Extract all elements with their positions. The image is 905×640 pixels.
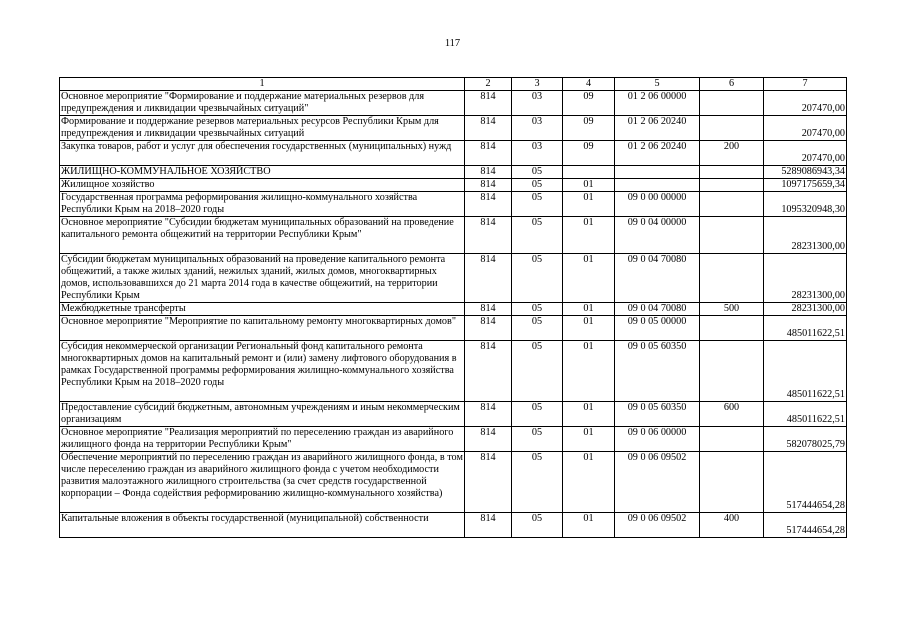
row-name-cell: Жилищное хозяйство	[60, 179, 465, 192]
column-header-2: 2	[465, 78, 512, 91]
row-sum-cell: 28231300,00	[764, 254, 847, 303]
row-code-3-cell: 05	[512, 341, 563, 402]
column-header-1: 1	[60, 78, 465, 91]
row-code-4-cell: 01	[563, 341, 615, 402]
column-header-6: 6	[700, 78, 764, 91]
row-code-4-cell: 01	[563, 217, 615, 254]
row-code-3-cell: 05	[512, 217, 563, 254]
row-code-6-cell: 600	[700, 402, 764, 427]
row-code-6-cell: 500	[700, 303, 764, 316]
row-name-cell: Основное мероприятие "Мероприятие по капитальному ремонту многоквартирных домов"	[60, 316, 465, 341]
row-code-5-cell: 09 0 05 60350	[615, 341, 700, 402]
table-row	[60, 166, 847, 179]
table-row	[60, 217, 847, 254]
table-row	[60, 341, 847, 402]
row-code-2-cell: 814	[465, 427, 512, 452]
row-code-6-cell	[700, 254, 764, 303]
table-row	[60, 402, 847, 427]
row-code-5-cell: 09 0 05 60350	[615, 402, 700, 427]
row-code-2-cell: 814	[465, 116, 512, 141]
row-code-2-cell: 814	[465, 192, 512, 217]
table-row	[60, 316, 847, 341]
column-header-3: 3	[512, 78, 563, 91]
row-code-3-cell: 05	[512, 427, 563, 452]
row-code-4-cell: 09	[563, 91, 615, 116]
row-sum-cell: 517444654,28	[764, 452, 847, 513]
row-code-6-cell	[700, 116, 764, 141]
row-code-2-cell: 814	[465, 341, 512, 402]
row-code-5-cell: 09 0 06 00000	[615, 427, 700, 452]
row-name-cell: Закупка товаров, работ и услуг для обеспечения государственных (муниципальных) нужд	[60, 141, 465, 166]
row-name-cell: Субсидии бюджетам муниципальных образований на проведение капитального ремонта общежитий, а также жилых зданий, нежилых зданий, жилых домов, многоквартирных домов, использовавшихся до 21 марта 2014 года в качестве общежитий, на территории Республики Крым	[60, 254, 465, 303]
row-sum-cell: 517444654,28	[764, 513, 847, 538]
row-sum-cell: 485011622,51	[764, 402, 847, 427]
row-sum-cell: 28231300,00	[764, 303, 847, 316]
row-code-3-cell: 05	[512, 402, 563, 427]
row-code-2-cell: 814	[465, 254, 512, 303]
row-sum-cell: 207470,00	[764, 116, 847, 141]
row-code-6-cell	[700, 91, 764, 116]
row-code-3-cell: 03	[512, 91, 563, 116]
row-name-cell: Предоставление субсидий бюджетным, автономным учреждениям и иным некоммерческим организациям	[60, 402, 465, 427]
row-code-4-cell: 01	[563, 303, 615, 316]
row-code-5-cell: 09 0 06 09502	[615, 452, 700, 513]
table-row	[60, 192, 847, 217]
row-code-5-cell: 01 2 06 00000	[615, 91, 700, 116]
row-code-2-cell: 814	[465, 91, 512, 116]
table-row	[60, 116, 847, 141]
column-header-4: 4	[563, 78, 615, 91]
table-body	[60, 78, 847, 538]
column-header-7: 7	[764, 78, 847, 91]
row-code-4-cell	[563, 166, 615, 179]
row-name-cell: Межбюджетные трансферты	[60, 303, 465, 316]
row-code-5-cell	[615, 166, 700, 179]
table-row	[60, 179, 847, 192]
column-header-5: 5	[615, 78, 700, 91]
row-code-6-cell	[700, 217, 764, 254]
row-name-cell: Основное мероприятие "Реализация мероприятий по переселению граждан из аварийного жилищного фонда на территории Республики Крым"	[60, 427, 465, 452]
row-sum-cell: 485011622,51	[764, 341, 847, 402]
row-code-6-cell: 400	[700, 513, 764, 538]
row-code-6-cell	[700, 166, 764, 179]
table-row	[60, 141, 847, 166]
row-code-5-cell: 09 0 04 70080	[615, 303, 700, 316]
row-code-6-cell	[700, 341, 764, 402]
row-sum-cell: 1097175659,34	[764, 179, 847, 192]
row-code-4-cell: 01	[563, 402, 615, 427]
row-code-6-cell: 200	[700, 141, 764, 166]
table-row	[60, 452, 847, 513]
row-sum-cell: 485011622,51	[764, 316, 847, 341]
table-row	[60, 303, 847, 316]
row-name-cell: Основное мероприятие "Субсидии бюджетам муниципальных образований на проведение капитального ремонта общежитий на территории Республики Крым"	[60, 217, 465, 254]
row-code-4-cell: 01	[563, 452, 615, 513]
row-code-4-cell: 01	[563, 192, 615, 217]
row-code-3-cell: 05	[512, 192, 563, 217]
page-number: 117	[444, 38, 461, 49]
row-code-5-cell: 09 0 06 09502	[615, 513, 700, 538]
row-code-2-cell: 814	[465, 179, 512, 192]
row-code-3-cell: 05	[512, 254, 563, 303]
row-code-2-cell: 814	[465, 217, 512, 254]
row-code-3-cell: 05	[512, 179, 563, 192]
row-code-4-cell: 01	[563, 427, 615, 452]
row-name-cell: Основное мероприятие "Формирование и поддержание материальных резервов для предупреждения и ликвидации чрезвычайных ситуаций"	[60, 91, 465, 116]
row-code-5-cell: 01 2 06 20240	[615, 116, 700, 141]
row-code-5-cell: 09 0 04 70080	[615, 254, 700, 303]
table-row	[60, 513, 847, 538]
table-row	[60, 254, 847, 303]
row-code-3-cell: 03	[512, 116, 563, 141]
row-code-4-cell: 01	[563, 254, 615, 303]
budget-table	[59, 77, 847, 538]
row-sum-cell: 5289086943,34	[764, 166, 847, 179]
row-code-4-cell: 09	[563, 116, 615, 141]
row-code-2-cell: 814	[465, 402, 512, 427]
row-name-cell: Субсидия некоммерческой организации Региональный фонд капитального ремонта многоквартирных домов на капитальный ремонт и (или) замену лифтового оборудования в рамках Государственной программы реформирования жилищно-коммунального хозяйства Республики Крым на 2018–2020 годы	[60, 341, 465, 402]
row-code-5-cell: 01 2 06 20240	[615, 141, 700, 166]
row-name-cell: ЖИЛИЩНО-КОММУНАЛЬНОЕ ХОЗЯЙСТВО	[60, 166, 465, 179]
row-code-4-cell: 01	[563, 179, 615, 192]
row-code-4-cell: 09	[563, 141, 615, 166]
row-code-3-cell: 05	[512, 166, 563, 179]
row-code-5-cell: 09 0 04 00000	[615, 217, 700, 254]
table-row	[60, 91, 847, 116]
row-sum-cell: 1095320948,30	[764, 192, 847, 217]
row-code-2-cell: 814	[465, 316, 512, 341]
row-name-cell: Формирование и поддержание резервов материальных ресурсов Республики Крым для предупреждения и ликвидации чрезвычайных ситуаций	[60, 116, 465, 141]
row-code-6-cell	[700, 452, 764, 513]
row-code-4-cell: 01	[563, 513, 615, 538]
row-code-2-cell: 814	[465, 166, 512, 179]
row-sum-cell: 28231300,00	[764, 217, 847, 254]
row-code-5-cell	[615, 179, 700, 192]
row-sum-cell: 582078025,79	[764, 427, 847, 452]
row-code-4-cell: 01	[563, 316, 615, 341]
row-code-5-cell: 09 0 00 00000	[615, 192, 700, 217]
row-code-3-cell: 05	[512, 316, 563, 341]
table-row	[60, 427, 847, 452]
row-code-3-cell: 03	[512, 141, 563, 166]
header-row	[60, 78, 847, 91]
row-code-3-cell: 05	[512, 452, 563, 513]
row-code-6-cell	[700, 316, 764, 341]
row-code-3-cell: 05	[512, 513, 563, 538]
row-name-cell: Государственная программа реформирования жилищно-коммунального хозяйства Республики Крым на 2018–2020 годы	[60, 192, 465, 217]
row-code-5-cell: 09 0 05 00000	[615, 316, 700, 341]
row-code-3-cell: 05	[512, 303, 563, 316]
row-code-6-cell	[700, 427, 764, 452]
row-code-6-cell	[700, 179, 764, 192]
row-code-2-cell: 814	[465, 452, 512, 513]
row-name-cell: Капитальные вложения в объекты государственной (муниципальной) собственности	[60, 513, 465, 538]
row-sum-cell: 207470,00	[764, 91, 847, 116]
row-code-6-cell	[700, 192, 764, 217]
row-code-2-cell: 814	[465, 513, 512, 538]
row-sum-cell: 207470,00	[764, 141, 847, 166]
row-name-cell: Обеспечение мероприятий по переселению граждан из аварийного жилищного фонда, в том числе переселению граждан из аварийного жилищного фонда с учетом необходимости развития малоэтажного жилищного строительства (за счет средств государственной корпорации – Фонда содействия реформированию жилищно-коммунального хозяйства)	[60, 452, 465, 513]
row-code-2-cell: 814	[465, 303, 512, 316]
row-code-2-cell: 814	[465, 141, 512, 166]
